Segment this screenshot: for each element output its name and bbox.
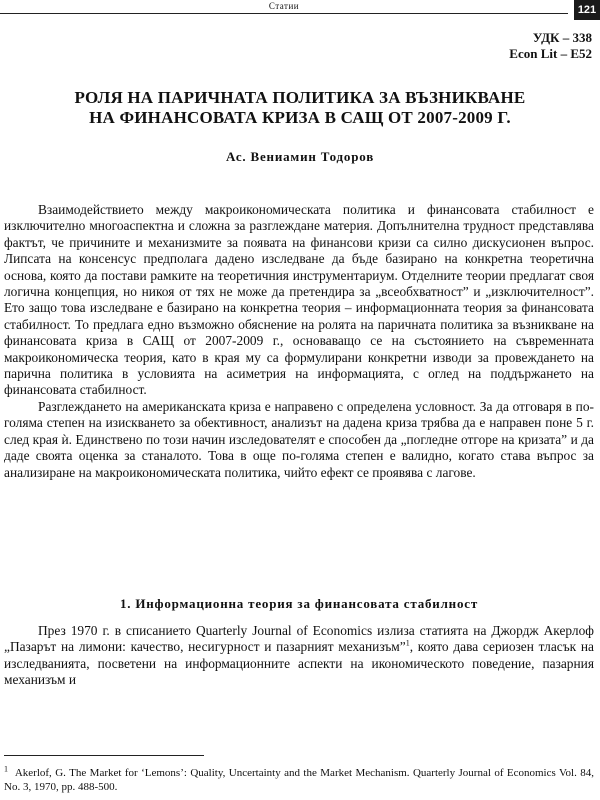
footnote-divider [4,755,204,756]
running-head-label: Статии [268,1,300,11]
footnote [4,766,594,794]
classification-codes [509,30,592,62]
footnote-reference[interactable]: 1 [405,638,410,648]
article-title [20,88,580,128]
footnote-mark: 1 [4,764,8,774]
body-paragraph-1: Взаимодействието между макроикономическата политика и финансовата стабилност е изключително многоаспектна и сложна за разглеждане материя. Допълнителна трудност представлява фактът, че причините и механизмите за появата на финансови кризи са силно дискусионен въпрос. Липсата на консенсус предполага дадено изследване да бъде базирано на конкретна теоретична основа, която да постави рамките на теоретичния инструментариум. Отделните теории предлагат своя логична концепция, но никоя от тях не може да претендира за „всеобхватност” и „изключителност”. Ето защо това изследване е базирано на конкретна теория – информационната теория за финансовата стабилност. То предлага едно възможно обяснение на ролята на паричната политика за възникване на финансовата криза в САЩ от 2007-2009 г., основаващо се на състоянието на съвременната макроикономическа теория, като в края му са формулирани конкретни изводи за провеждането на парична политика в условията на асиметрия на информацията, с оглед на поддържането на финансовата стабилност. [4,202,594,398]
section-paragraph-end: , която дава сериозен тласък на изследванията, посветени на информационните аспекти на икономическото поведение, пазарния механизъм и [4,639,594,688]
running-head [0,0,568,14]
footnote-text: Akerlof, G. The Market for ‘Lemons’: Quality, Uncertainty and the Market Mechanism. Quarterly Journal of Economics Vol. 84, No. 3, 1970, pp. 488-500. [4,767,595,793]
udk-code: УДК – 338 [532,30,592,45]
article-body [4,202,594,481]
title-line-1: РОЛЯ НА ПАРИЧНАТА ПОЛИТИКА ЗА ВЪЗНИКВАНЕ [74,88,526,107]
section-heading: 1. Информационна теория за финансовата стабилност [119,596,479,611]
author-name: Ас. Вениамин Тодоров [225,149,375,164]
section-body [4,623,594,689]
page-number-badge: 121 [574,0,600,20]
section-paragraph-1 [4,623,594,689]
title-line-2: НА ФИНАНСОВАТА КРИЗА В САЩ ОТ 2007-2009 Г. [89,108,511,127]
body-paragraph-2: Разглеждането на американската криза е направено с определена условност. За да отговаря в по-голяма степен на изискването за обективност, анализът на дадена криза трябва да е направен поне 5 г. след края ѝ. Единствено по този начин изследователят е способен да „погледне отгоре на кризата” и да даде своята оценка за станалото. Това в още по-голяма степен е валидно, когато става въпрос за анализиране на макроикономическата политика, чийто ефект се проявява с лагове. [4,398,594,480]
section-paragraph-start: През 1970 г. в списанието Quarterly Journal of Economics излиза статията на Джордж Акерлоф „Пазарът на лимони: качество, несигурност и пазарният механизъм” [4,623,594,655]
econlit-code: Econ Lit – E52 [509,46,592,61]
